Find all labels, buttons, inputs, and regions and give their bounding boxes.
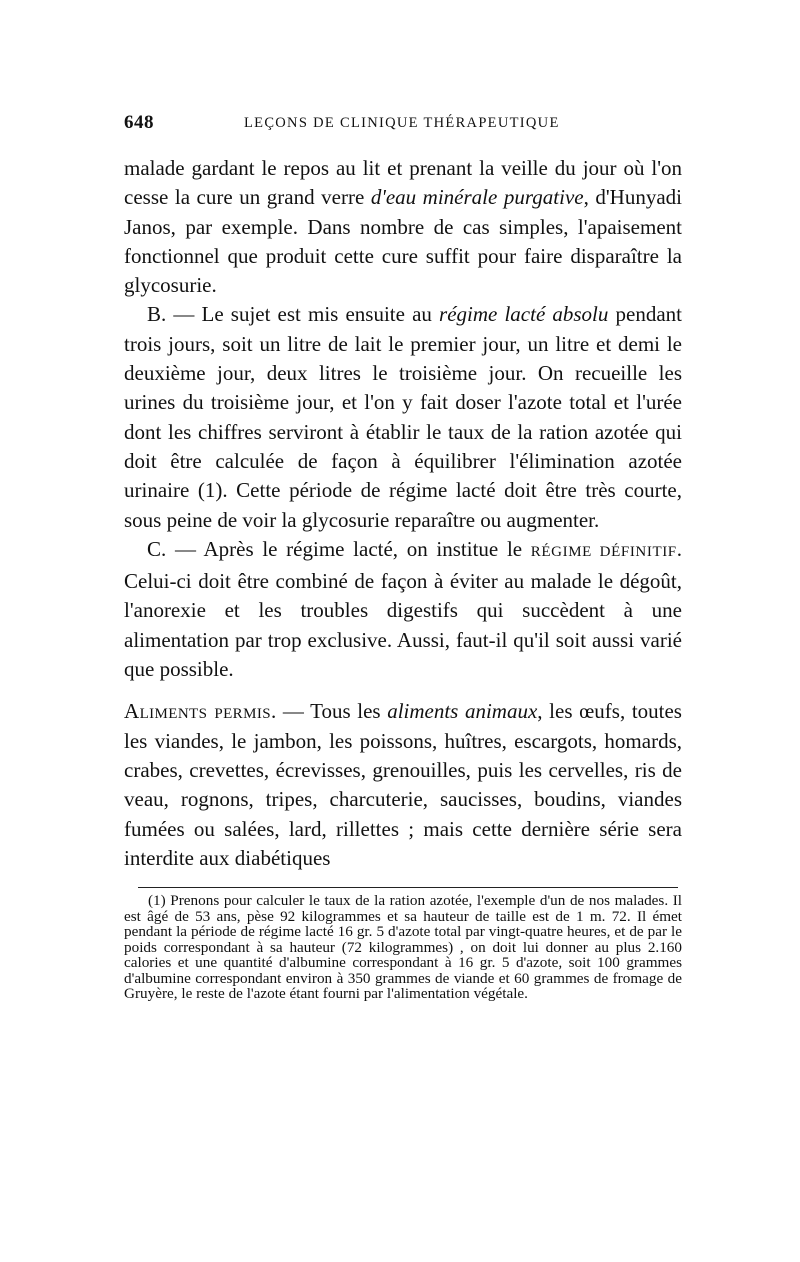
running-title: LEÇONS DE CLINIQUE THÉRAPEUTIQUE bbox=[244, 115, 560, 131]
paragraph-b-regime-lacte bbox=[124, 300, 682, 534]
small-caps-term: RÉGIME DÉFINITIF bbox=[530, 543, 677, 560]
section-break bbox=[124, 684, 682, 697]
paragraph-text: — Après le régime lacté, on institue le bbox=[166, 536, 531, 561]
italic-phrase: aliments animaux bbox=[387, 699, 538, 724]
paragraph-text: . Celui-ci doit être combiné de façon à éviter au malade le dégoût, l'anorexie et les troubles digestifs qui succèdent à une alimentation par trop exclusive. Aussi, faut-il qu'il soit aussi varié que possible. bbox=[124, 536, 682, 682]
footnote bbox=[124, 893, 682, 1002]
book-page bbox=[124, 112, 682, 1002]
section-label-c: C. bbox=[147, 536, 167, 561]
paragraph-text: , les œufs, toutes les viandes, le jambon, les poissons, huîtres, escargots, homards, crabes, crevettes, écrevisses, grenouilles, puis les cervelles, ris de veau, rognons, tripes, charcuterie, saucisses, boudins, viandes fumées ou salées, lard, rillettes ; mais cette dernière série sera interdite aux diabétiques bbox=[124, 699, 682, 870]
paragraph-text: malade gardant le repos au lit et prenant la veille du jour où l'on cesse la cure un grand verre bbox=[124, 156, 682, 210]
paragraph-text: — Le sujet est mis ensuite au bbox=[166, 302, 440, 327]
paragraph-c-regime-definitif bbox=[124, 535, 682, 684]
footnote-text: (1) Prenons pour calculer le taux de la ration azotée, l'exemple d'un de nos malades. Il est âgé de 53 ans, pèse 92 kilogrammes et sa hauteur de taille est de 1 m. 72. Il émet pendant la période de régime lacté 16 gr. 5 d'azote total par vingt-quatre heures, et de par le poids correspondant à sa hauteur (72 kilogrammes) , on doit lui donner au plus 2.160 calories et une quantité d'albumine correspondant à 16 gr. 5 d'azote, soit 100 grammes d'albumine correspondant environ à 350 grammes de viande et 60 grammes de fromage de Gruyère, le reste de l'azote étant fourni par l'alimentation végétale. bbox=[124, 892, 682, 1003]
paragraph-text: , d'Hunyadi Janos, par exemple. Dans nombre de cas simples, l'apaisement fonctionnel que produit cette cure suffit pour faire disparaître la glycosurie. bbox=[124, 185, 682, 298]
footnote-rule bbox=[138, 887, 678, 888]
paragraph-aliments-permis bbox=[124, 697, 682, 873]
section-heading-aliments-permis: Aliments permis bbox=[124, 699, 271, 724]
paragraph-text: . — Tous les bbox=[270, 699, 388, 724]
paragraph-text: pendant trois jours, soit un litre de lait le premier jour, un litre et demi le deuxième jour, deux litres le troisième jour. On recueille les urines du troisième jour, et l'on y fait doser l'azote total et l'urée dont les chiffres serviront à établir le taux de la ration azotée qui doit être calculée de façon à équilibrer l'élimination azotée urinaire (1). Cette période de régime lacté doit être très courte, sous peine de voir la glycosurie reparaître ou augmenter. bbox=[124, 302, 682, 532]
italic-phrase: régime lacté absolu bbox=[439, 302, 609, 327]
section-label-b: B. bbox=[147, 302, 167, 327]
paragraph-cure-purgative bbox=[124, 154, 682, 300]
body-text bbox=[124, 154, 682, 873]
page-number: 648 bbox=[124, 112, 154, 133]
italic-phrase: d'eau minérale purgative bbox=[370, 185, 584, 210]
running-head bbox=[124, 112, 682, 142]
